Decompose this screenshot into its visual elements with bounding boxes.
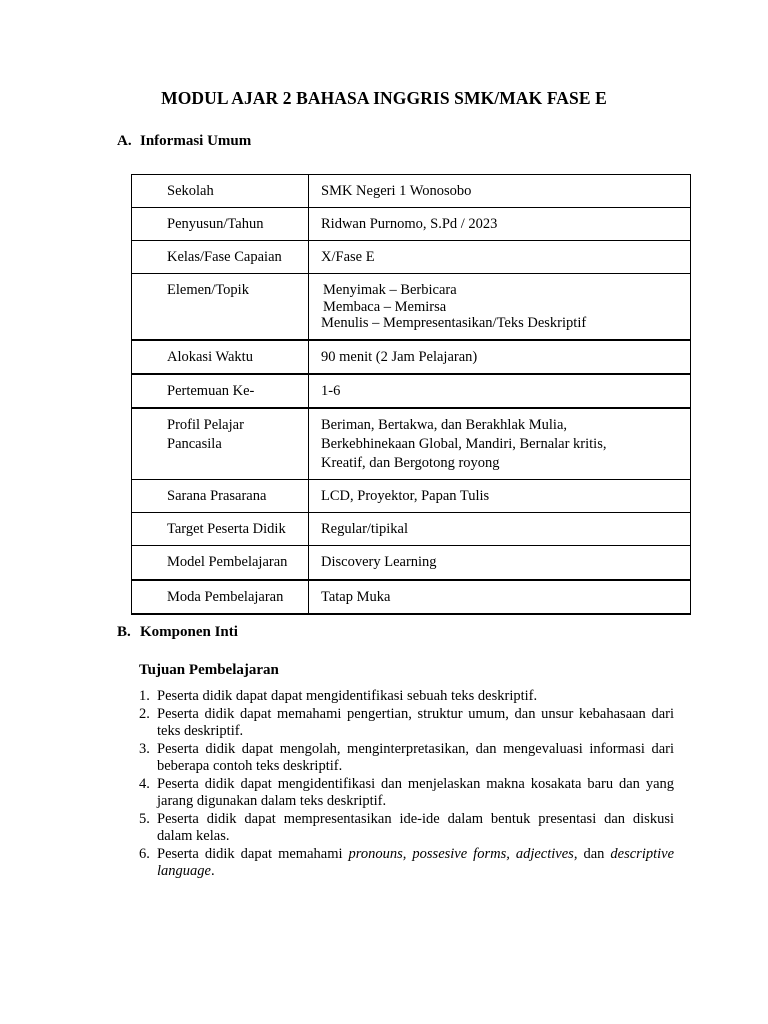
section-b-heading	[117, 624, 238, 641]
row-value: Ridwan Purnomo, S.Pd / 2023	[309, 208, 691, 241]
row-value: Tatap Muka	[309, 580, 691, 614]
list-item	[139, 811, 674, 846]
element-line: Membaca – Memirsa	[323, 298, 447, 315]
item-text-start: Peserta didik dapat memahami	[157, 845, 343, 862]
row-label	[132, 408, 309, 480]
section-a-number: A.	[117, 133, 132, 149]
section-a-heading	[117, 133, 251, 150]
table-row	[132, 208, 691, 241]
table-row	[132, 340, 691, 374]
label-line: Profil Pelajar	[167, 416, 244, 433]
section-a-title: Informasi Umum	[140, 133, 252, 149]
row-label: Pertemuan Ke-	[132, 374, 309, 408]
document-title: MODUL AJAR 2 BAHASA INGGRIS SMK/MAK FASE E	[161, 88, 607, 108]
objectives-heading: Tujuan Pembelajaran	[139, 662, 279, 678]
row-value: LCD, Proyektor, Papan Tulis	[309, 479, 691, 512]
label-line: Pancasila	[167, 435, 222, 452]
row-label: Moda Pembelajaran	[132, 580, 309, 614]
row-value: 90 menit (2 Jam Pelajaran)	[309, 340, 691, 374]
list-item	[139, 776, 674, 811]
profile-line: Berkebhinekaan Global, Mandiri, Bernalar kritis,	[321, 435, 607, 452]
row-value: SMK Negeri 1 Wonosobo	[309, 175, 691, 208]
row-label: Penyusun/Tahun	[132, 208, 309, 241]
table-row	[132, 580, 691, 614]
element-line: Menyimak – Berbicara	[323, 282, 457, 298]
section-b-title: Komponen Inti	[140, 624, 238, 640]
table-row	[132, 274, 691, 340]
row-label: Sarana Prasarana	[132, 479, 309, 512]
row-value	[309, 274, 691, 340]
item-text-end: .	[210, 863, 215, 879]
table-row	[132, 374, 691, 408]
row-label: Model Pembelajaran	[132, 545, 309, 580]
row-label: Kelas/Fase Capaian	[132, 241, 309, 274]
info-table	[131, 174, 691, 615]
item-number: 4.	[139, 775, 150, 792]
row-value: 1-6	[309, 374, 691, 408]
item-number: 5.	[139, 810, 150, 827]
row-value	[309, 408, 691, 480]
section-b-number: B.	[117, 624, 131, 640]
row-value: Discovery Learning	[309, 545, 691, 580]
item-number: 3.	[139, 740, 150, 757]
list-item	[139, 741, 674, 776]
row-label: Alokasi Waktu	[132, 340, 309, 374]
row-value: X/Fase E	[309, 241, 691, 274]
table-row	[132, 408, 691, 480]
list-item	[139, 706, 674, 741]
element-line: Menulis – Mempresentasikan/Teks Deskriptif	[321, 315, 587, 331]
row-value: Regular/tipikal	[309, 512, 691, 545]
list-item	[139, 846, 674, 881]
item-italic-terms: pronouns, possesive forms, adjectives	[348, 845, 574, 862]
item-number: 1.	[139, 688, 150, 704]
profile-line: Beriman, Bertakwa, dan Berakhlak Mulia,	[321, 416, 568, 433]
item-text: Peserta didik dapat mengidentifikasi dan menjelaskan makna kosakata baru dan yang jarang digunakan dalam teks deskriptif.	[157, 775, 674, 809]
list-item	[139, 688, 674, 706]
item-number: 6.	[139, 845, 150, 862]
table-row	[132, 241, 691, 274]
item-text: Peserta didik dapat mempresentasikan ide-ide dalam bentuk presentasi dan diskusi dalam kelas.	[157, 810, 674, 844]
table-row	[132, 479, 691, 512]
row-label: Elemen/Topik	[132, 274, 309, 340]
table-row	[132, 545, 691, 580]
item-text-mid: , dan	[573, 845, 605, 862]
row-label: Target Peserta Didik	[132, 512, 309, 545]
row-label: Sekolah	[132, 175, 309, 208]
table-row	[132, 175, 691, 208]
item-number: 2.	[139, 705, 150, 722]
objectives-list	[139, 688, 674, 881]
table-row	[132, 512, 691, 545]
profile-line: Kreatif, dan Bergotong royong	[321, 454, 500, 471]
item-text: Peserta didik dapat dapat mengidentifikasi sebuah teks deskriptif.	[157, 688, 538, 704]
item-italic-terms: descriptive language	[157, 845, 675, 879]
item-text: Peserta didik dapat memahami pengertian, struktur umum, dan unsur kebahasaan dari teks deskriptif.	[157, 705, 674, 739]
item-text: Peserta didik dapat mengolah, menginterpretasikan, dan mengevaluasi informasi dari beberapa contoh teks deskriptif.	[157, 740, 674, 774]
